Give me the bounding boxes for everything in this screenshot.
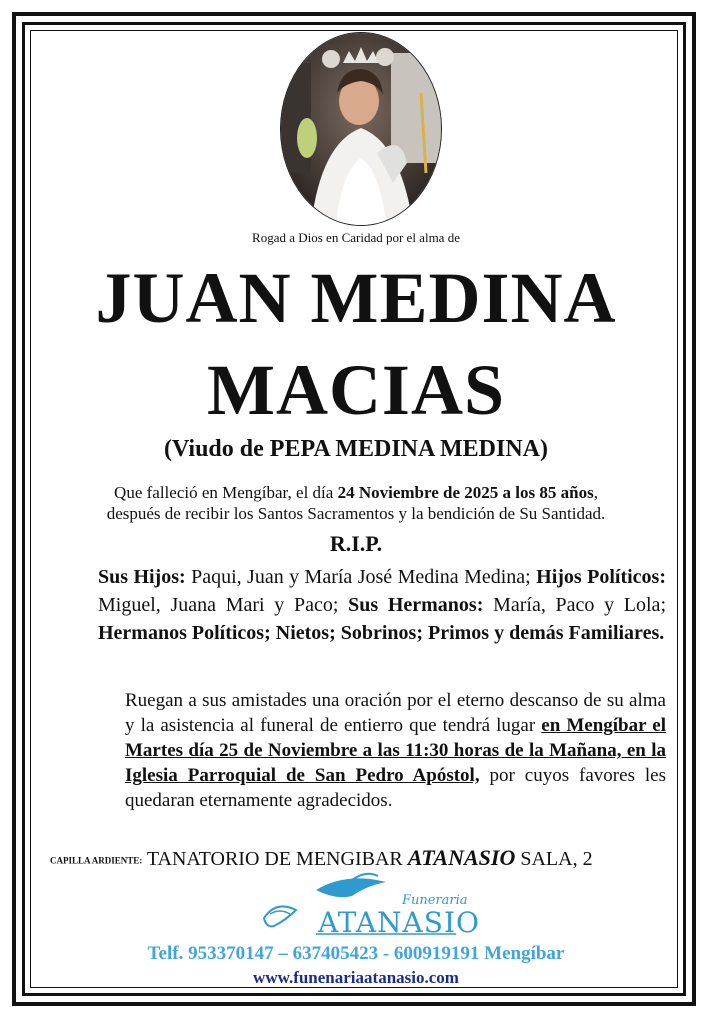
widower-of: (Viudo de PEPA MEDINA MEDINA) (163, 436, 548, 462)
death-notice (40, 482, 672, 524)
funeral-details: en Mengíbar el Martes día 25 de Noviembre a las 11:30 horas de la Mañana, en la Iglesia Parroquial de San Pedro Apóstol, (125, 715, 666, 786)
funeral-request (125, 688, 666, 813)
other-relatives: Nietos; Sobrinos; Primos y demás Familiares. (275, 622, 665, 644)
chapel-room: SALA, 2 (520, 848, 593, 870)
deceased-name-line1: JUAN MEDINA (95, 258, 617, 338)
request-intro: Ruegan a sus amistades una oración por el eterno descanso de su alma y la asistencia al funeral de entierro que tendrá lugar (125, 690, 666, 736)
chapel-brand: ATANASIO (407, 845, 516, 870)
chapel-label: CAPILLA ARDIENTE: (50, 855, 143, 866)
siblings-in-law: Hermanos Políticos; (98, 622, 271, 644)
siblings-names: María, Paco y Lola; (483, 594, 666, 616)
death-notice-line2: después de recibir los Santos Sacramentos y la bendición de Su Santidad. (106, 504, 606, 523)
deceased-name-line2: MACIAS (206, 350, 505, 430)
in-laws-label: Hijos Políticos: (536, 566, 666, 588)
death-notice-prefix: Que falleció en Mengíbar, el día (114, 483, 334, 502)
portrait-photo (280, 32, 442, 226)
logo-big-text: ATANASIO (318, 906, 480, 939)
death-date-age: 24 Noviembre de 2025 a los 85 años (337, 483, 594, 502)
siblings-label: Sus Hermanos: (348, 594, 484, 616)
children-label: Sus Hijos: (98, 566, 186, 588)
in-laws-names: Miguel, Juana Mari y Paco; (98, 594, 339, 616)
family-list (98, 563, 666, 647)
rip-label: R.I.P. (329, 531, 383, 556)
request-outro: por cuyos favores les quedaran eternamente agradecidos. (125, 765, 666, 811)
logo-small-text: Funeraria (402, 893, 468, 908)
prayer-heading: Rogad a Dios en Caridad por el alma de (252, 230, 460, 245)
website-link[interactable]: www.funenariaatanasio.com (253, 968, 459, 987)
chapel-line (50, 845, 593, 871)
children-names: Paqui, Juan y María José Medina Medina; (185, 566, 531, 588)
phone-numbers: Telf. 953370147 – 637405423 - 600919191 Mengíbar (147, 943, 565, 964)
chapel-place: TANATORIO DE MENGIBAR (146, 848, 403, 870)
death-notice-suffix: , (593, 483, 598, 502)
